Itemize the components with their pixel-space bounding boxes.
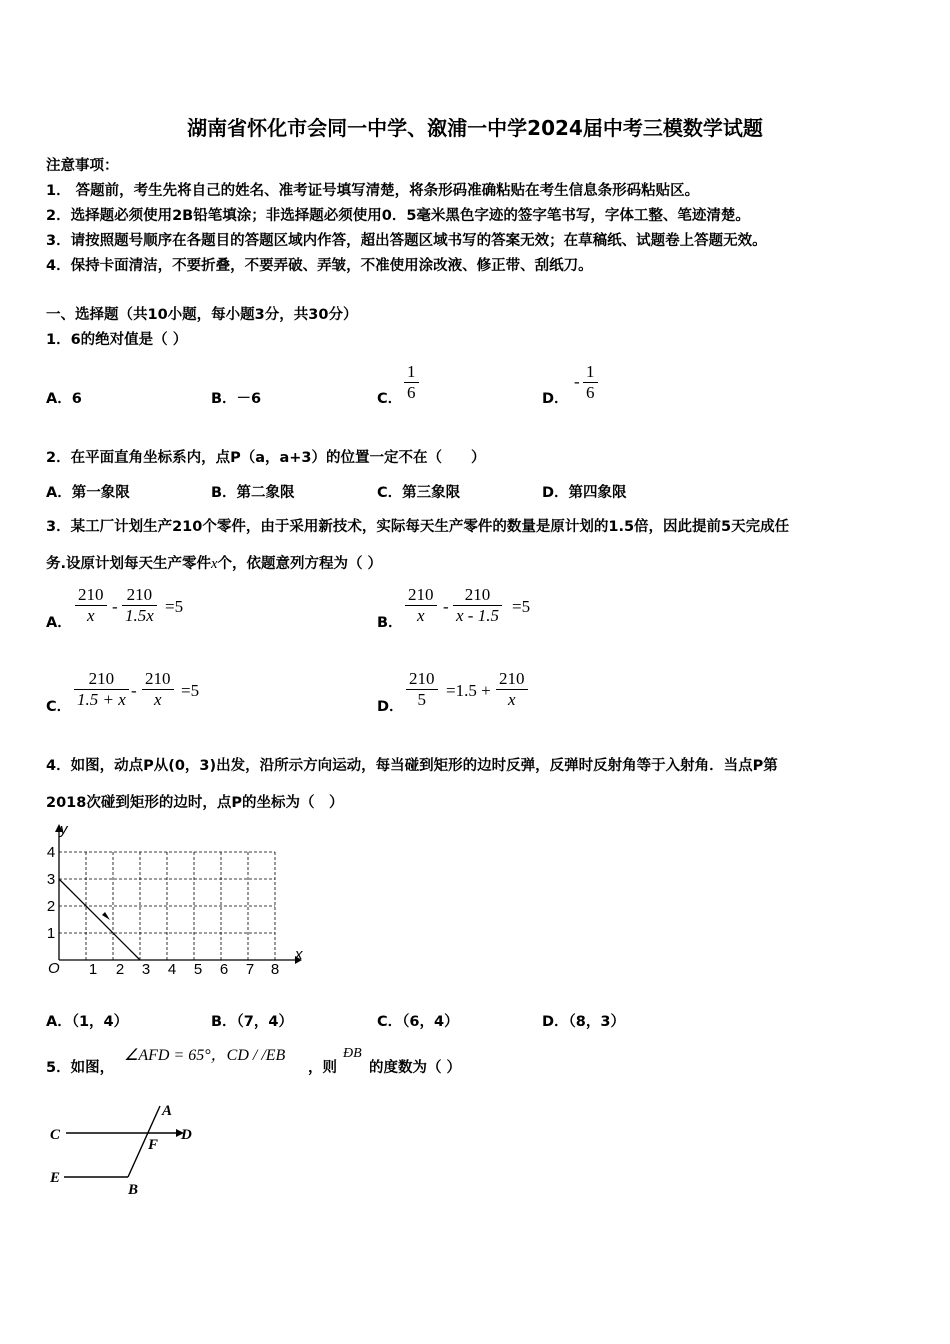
q1-stem: 1．6的绝对值是（ ）: [46, 332, 188, 348]
q3-option-a-label: A．: [46, 615, 72, 631]
q3-stem-line1: 3．某工厂计划生产210个零件，由于采用新技术，实际每天生产零件的数量是原计划的1.5倍，因此提前5天完成任: [46, 519, 790, 535]
q1-option-c-fraction: $\frac{1}{6}$: [404, 362, 419, 403]
x-tick-5: 5: [193, 961, 203, 978]
point-D-label: D: [181, 1127, 192, 1143]
q3-d-frac1: $\frac{210}{5}$: [406, 669, 438, 710]
q3-a-frac2: $\frac{210}{1.5x}$: [122, 585, 157, 626]
q3-stem-line2: 务.设原计划每天生产零件x个，依题意列方程为（ ）: [46, 556, 383, 572]
q2-stem: 2．在平面直角坐标系内，点P（a，a+3）的位置一定不在（ ）: [46, 450, 486, 466]
q3-b-op: -: [443, 597, 449, 616]
y-axis-label: y: [60, 821, 68, 838]
q1-option-d-sign: -: [574, 372, 580, 391]
q5-stem-prefix: 5．如图，: [46, 1060, 115, 1076]
notice-heading: 注意事项：: [46, 158, 119, 174]
q3-option-d-label: D．: [377, 699, 404, 715]
q5-angle-symbol: ÐB: [343, 1046, 362, 1061]
x-tick-3: 3: [141, 961, 151, 978]
y-tick-3: 3: [46, 871, 56, 888]
q4-option-a: A．（1，4）: [46, 1014, 129, 1030]
q3-b-frac1: $\frac{210}{x}$: [405, 585, 437, 626]
notice-item-3: 3．请按照题号顺序在各题目的答题区域内作答，超出答题区域书写的答案无效；在草稿纸、试题卷上答题无效。: [46, 233, 767, 249]
x-axis-label: x: [295, 946, 303, 963]
y-tick-1: 1: [46, 925, 56, 942]
point-B-label: B: [128, 1182, 139, 1198]
x-tick-1: 1: [88, 961, 98, 978]
q1-option-c-label: C．: [377, 391, 403, 407]
point-F-label: F: [148, 1137, 159, 1153]
q3-a-op: -: [112, 597, 118, 616]
q2-option-d: D．第四象限: [542, 485, 627, 501]
page-title: 湖南省怀化市会同一中学、溆浦一中学2024届中考三模数学试题: [187, 116, 763, 140]
q2-option-b: B．第二象限: [211, 485, 295, 501]
x-tick-8: 8: [270, 961, 280, 978]
x-tick-6: 6: [219, 961, 229, 978]
y-tick-4: 4: [46, 844, 56, 861]
q3-d-frac2: $\frac{210}{x}$: [496, 669, 528, 710]
q3-b-frac2: $\frac{210}{x - 1.5}$: [453, 585, 502, 626]
origin-label: O: [48, 960, 60, 977]
notice-item-4: 4．保持卡面清洁，不要折叠，不要弄破、弄皱，不准使用涂改液、修正带、刮纸刀。: [46, 258, 593, 274]
q2-option-c: C．第三象限: [377, 485, 461, 501]
notice-item-1: 1． 答题前，考生先将自己的姓名、准考证号填写清楚，将条形码准确粘贴在考生信息条形码粘贴区。: [46, 183, 700, 199]
x-tick-4: 4: [167, 961, 177, 978]
q4-option-b: B．（7，4）: [211, 1014, 293, 1030]
q3-option-b-label: B．: [377, 615, 403, 631]
q2-option-a: A．第一象限: [46, 485, 130, 501]
section-heading: 一、选择题（共10小题，每小题3分，共30分）: [46, 307, 358, 323]
q3-c-frac1: $\frac{210}{1.5 + x}$: [74, 669, 129, 710]
q1-option-d-label: D．: [542, 391, 569, 407]
q1-option-b: B．－6: [211, 391, 262, 407]
q4-coordinate-graph: [40, 820, 310, 980]
q3-option-c-label: C．: [46, 699, 72, 715]
q3-b-rhs: =5: [512, 597, 531, 616]
q1-option-d-fraction: $\frac{1}{6}$: [583, 362, 598, 403]
notice-item-2: 2．选择题必须使用2B铅笔填涂；非选择题必须使用0．5毫米黑色字迹的签字笔书写，字体工整、笔迹清楚。: [46, 208, 750, 224]
q5-stem-mid: ，则: [308, 1060, 337, 1076]
q3-c-rhs: =5: [181, 681, 200, 700]
q4-stem-line1: 4．如图，动点P从(0，3)出发，沿所示方向运动，每当碰到矩形的边时反弹，反弹时反射角等于入射角．当点P第: [46, 758, 778, 774]
x-tick-2: 2: [115, 961, 125, 978]
y-tick-2: 2: [46, 898, 56, 915]
q3-d-mid: =1.5 +: [446, 681, 491, 700]
q4-option-c: C．（6，4）: [377, 1014, 459, 1030]
q3-a-frac1: $\frac{210}{x}$: [75, 585, 107, 626]
q3-a-rhs: =5: [165, 597, 184, 616]
q5-parallel-lines-figure: [44, 1098, 214, 1208]
q5-condition: ∠AFD = 65°，CD / /EB: [124, 1047, 286, 1064]
q3-c-frac2: $\frac{210}{x}$: [142, 669, 174, 710]
q4-option-d: D．（8，3）: [542, 1014, 625, 1030]
point-E-label: E: [50, 1170, 61, 1186]
x-tick-7: 7: [245, 961, 255, 978]
point-A-label: A: [162, 1103, 173, 1119]
q1-option-a: A．6: [46, 391, 82, 407]
q5-stem-suffix: 的度数为（ ）: [369, 1060, 462, 1076]
point-C-label: C: [50, 1127, 61, 1143]
q3-c-op: -: [131, 681, 137, 700]
q4-stem-line2: 2018次碰到矩形的边时，点P的坐标为（ ）: [46, 795, 344, 811]
